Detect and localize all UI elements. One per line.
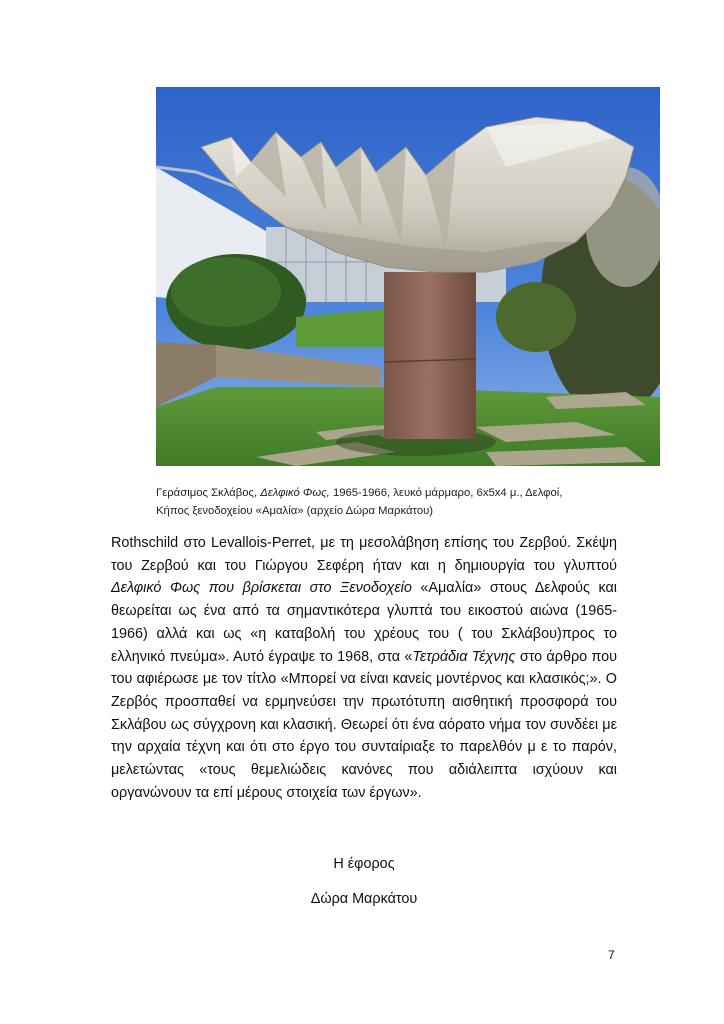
body-italic-title-2: Τετράδια Τέχνης — [412, 648, 516, 665]
body-text-part-3: στο άρθρο που του αφιέρωσε με τον τίτλο «Μπορεί να είναι κανείς μοντέρνος και κλασικός;». Ο Ζερβός προσπαθεί να ερμηνεύσει την πρωτότυπη αισθητική προσφορά του Σκλάβου ως σύγχρονη και κλασική. Θεωρεί ότι ένα αόρατο νήμα τον συνδέει με την αρχαία τέχνη και ότι στο έργο του συνταίριαξε το παρελθόν μ ε το παρόν, μελετώντας «τους θεμελιώδεις κανόνες που αδιάλειπτα ισχύουν και οργανώνουν τα επί μέρους στοιχεία των έργων». — [111, 648, 617, 801]
caption-location: Κήπος ξενοδοχείου «Αμαλία» (αρχείο Δώρα Μαρκάτου) — [156, 505, 434, 517]
caption-details: 1965-1966, λευκό μάρμαρο, 6x5x4 μ., Δελφοί, — [332, 487, 563, 499]
body-text-part-2: «Αμαλία» στους Δελφούς και θεωρείται ως ένα από τα σημαντικότερα γλυπτά του εικοστού αιώνα (1965-1966) αλλά και ως «η καταβολή του χρέους του ( του Σκλάβου)προς το ελληνικό πνεύμα». Αυτό έγραψε το 1968, στα « — [111, 580, 617, 665]
caption-title: Δελφικό Φως, — [260, 487, 330, 499]
sculpture-photo — [156, 87, 660, 466]
photo-caption — [156, 484, 656, 520]
page-number: 7 — [608, 948, 615, 962]
signature-role: Η έφορος — [333, 856, 395, 872]
body-text-part-1: Rothschild στο Levallois-Perret, με τη μεσολάβηση επίσης του Ζερβού. Σκέψη του Ζερβού και του Γιώργου Σεφέρη ήταν και η δημιουργία του γλυπτού — [111, 535, 617, 574]
body-italic-title-1: Δελφικό Φως που βρίσκεται στο Ξενοδοχείο — [111, 580, 412, 597]
signature-name: Δώρα Μαρκάτου — [310, 891, 418, 907]
body-paragraph — [111, 532, 617, 804]
caption-artist: Γεράσιμος Σκλάβος, — [156, 487, 258, 499]
